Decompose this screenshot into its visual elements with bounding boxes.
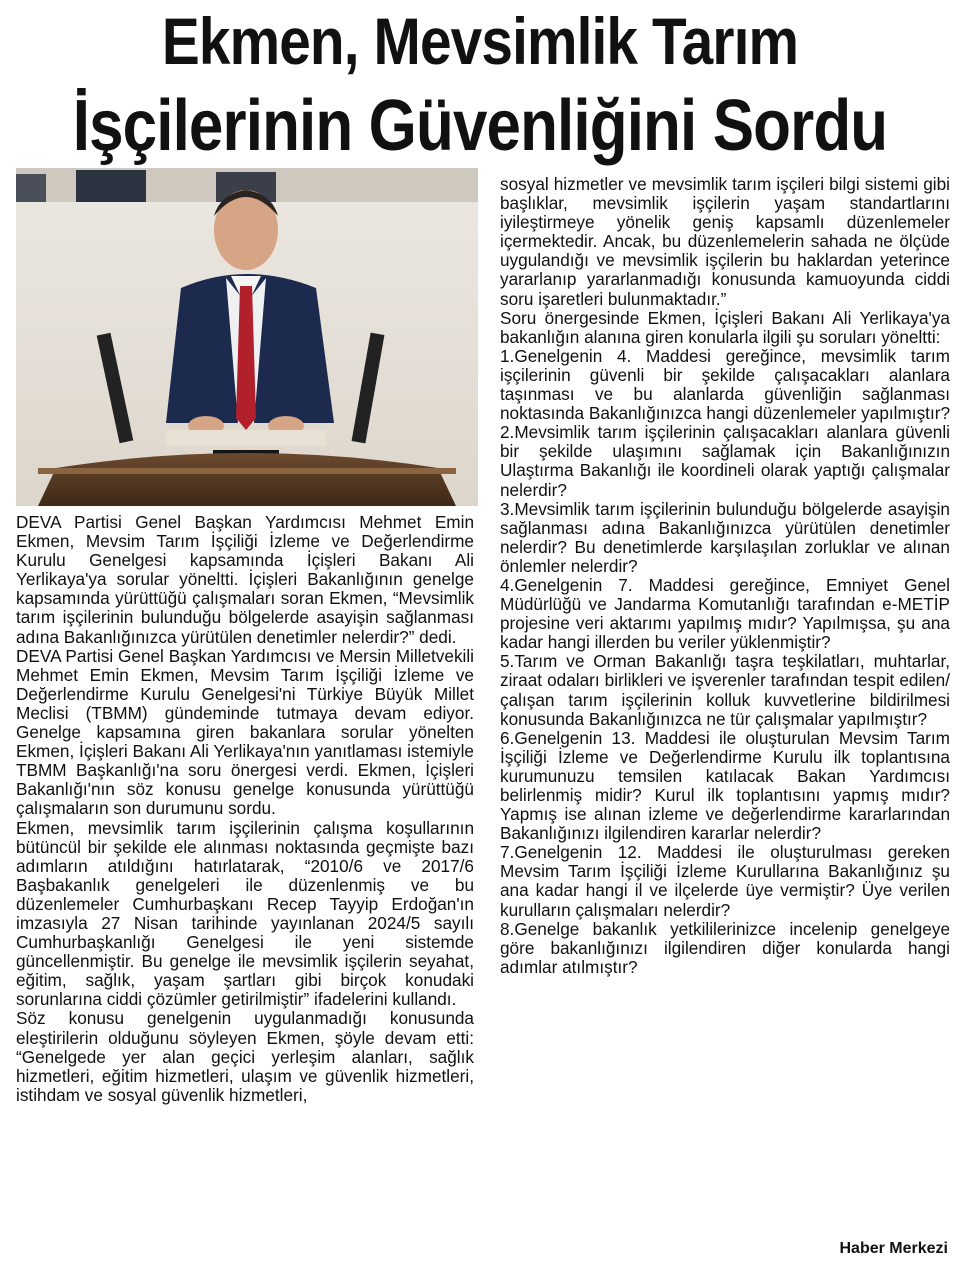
headline-line-1: Ekmen, Mevsimlik Tarım [161, 4, 799, 78]
question-item: 8.Genelge bakanlık yetkililerinizce incelenip genelgeye göre bakanlığınızı ilgilendiren diğer konularda hangi adımlar atılmıştır? [500, 918, 950, 977]
paragraph: DEVA Partisi Genel Başkan Yardımcısı Mehmet Emin Ekmen, Mevsim Tarım İşçiliği İzleme ve Değerlendirme Kurulu Genelgesi kapsamında İçişleri Bakanı Ali Yerlikaya'ya sorular yöneltti. İçişleri Bakanlığının genelge kapsamında yürüttüğü çalışmaları soran Ekmen, “Mevsimlik tarım işçilerinin bulunduğu bölgelerde asayişin sağlanması adına Bakanlığınızca yürütülen denetimler nelerdir?” dedi. [16, 512, 474, 647]
paragraph: Ekmen, mevsimlik tarım işçilerinin çalışma koşullarının bütüncül bir şekilde ele alınması noktasında geçmişte bazı adımların atıldığını hatırlatarak, “2010/6 ve 2017/6 Başbakanlık genelgeleri ile düzenlenmiş ve bu düzenlemeler Cumhurbaşkanı Recep Tayyip Erdoğan'ın imzasıyla 27 Nisan tarihinde yayınlanan 2024/5 sayılı Cumhurbaşkanlığı Genelgesi ile yeni sistemde güncellenmiştir. Bu genelge ile mevsimlik işçilerin seyahat, eğitim, sağlık, yaşam şartları gibi birçok konudaki sorunlarına ciddi çözümler getirilmiştir” ifadelerini kullandı. [16, 817, 474, 1010]
article-photo [16, 168, 478, 506]
photo-illustration [16, 168, 478, 506]
question-item: 4.Genelgenin 7. Maddesi gereğince, Emniyet Genel Müdürlüğü ve Jandarma Komutanlığı tarafından e-METİP projesine veri aktarımı yapılmış mıdır? Yapılmışsa, şu ana kadar hangi illerden bu veriler yüklenmiştir? [500, 574, 950, 653]
question-item: 7.Genelgenin 12. Maddesi ile oluşturulması gereken Mevsim Tarım İşçiliği İzleme Kurullarına Bakanlığınız şu ana kadar hangi il ve ilçelerde üye vermiştir? Üye verilen kurulların çalışmaları nelerdir? [500, 842, 950, 920]
question-item: 6.Genelgenin 13. Maddesi ile oluşturulan Mevsim Tarım İşçiliği İzleme ve Değerlendirme Kurulu ilk toplantısına kurumunuzu temsilen katılacak Bakan Yardımcısı belirlenmiş midir? Kurul ilk toplantısını yapmış mıdır? Yapmış ise alınan izleme ve değerlendirme kararlarından Bakanlığınızı ilgilendiren kararlar nelerdir? [500, 727, 950, 844]
question-item: 5.Tarım ve Orman Bakanlığı taşra teşkilatları, muhtarlar, ziraat odaları birlikleri ve işverenler tarafından tespit edilen/çalışan tarım işçilerinin kolluk kuvvetlerine bildirilmesi konusunda Bakanlığınızca ne tür çalışmalar yapılmıştır? [500, 651, 950, 729]
paragraph: sosyal hizmetler ve mevsimlik tarım işçileri bilgi sistemi gibi başlıklar, mevsimlik işçilerin yaşam standartlarını iyileştirmeye yönelik geniş kapsamlı düzenlemeler içermektedir. Ancak, bu düzenlemelerin sahada ne ölçüde uygulandığı ve mevsimlik işçilerin bu haklardan yeterince yararlanıp yararlanmadığı konusunda kamuoyunda ciddi soru işaretleri bulunmaktadır.” [500, 174, 950, 309]
paragraph: DEVA Partisi Genel Başkan Yardımcısı ve Mersin Milletvekili Mehmet Emin Ekmen, Mevsim Tarım İşçiliği İzleme ve Değerlendirme Kurulu Genelgesi'ni Türkiye Büyük Millet Meclisi (TBMM) gündeminde tutmaya devam ediyor. Genelge kapsamına giren bakanlara sorular yönelten Ekmen, İçişleri Bakanı Ali Yerlikaya'nın yanıtlaması istemiyle TBMM Başkanlığı'na soru önergesi verdi. Ekmen, İçişleri Bakanlığı'nın söz konusu genelge konusunda yürüttüğü çalışmaların son durumunu sordu. [16, 645, 474, 819]
question-item: 3.Mevsimlik tarım işçilerinin bulunduğu bölgelerde asayişin sağlanması adına Bakanlığınızca yürütülen denetimler nelerdir? Bu denetimlerde karşılaşılan zorluklar ve alınan önlemler nelerdir? [500, 498, 950, 576]
byline: Haber Merkezi [839, 1240, 948, 1257]
question-item: 1.Genelgenin 4. Maddesi gereğince, mevsimlik tarım işçilerinin güvenli bir şekilde çalışacakları alanlara taşınması ve bu alanlarda güvenliğin sağlanması noktasında Bakanlığınızca hangi düzenlemeler yapılmıştır? [500, 345, 950, 424]
right-column [500, 175, 950, 977]
question-item: 2.Mevsimlik tarım işçilerinin çalışacakları alanlara güvenli bir şekilde ulaşımını sağlamak için Bakanlığınızın Ulaştırma Bakanlığı ile koordineli olarak yaptığı çalışmalar nelerdir? [500, 422, 950, 500]
headline-line-2: İşçilerinin Güvenliğini Sordu [72, 86, 888, 166]
paragraph: Soru önergesinde Ekmen, İçişleri Bakanı Ali Yerlikaya'ya bakanlığın alanına giren konularla ilgili şu soruları yöneltti: [500, 307, 950, 347]
left-column [16, 513, 474, 1105]
paragraph: Söz konusu genelgenin uygulanmadığı konusunda eleştirilerin olduğunu söyleyen Ekmen, şöyle devam etti: “Genelgede yer alan geçici yerleşim alanları, sağlık hizmetleri, eğitim hizmetleri, ulaşım ve güvenlik hizmetleri, istihdam ve sosyal güvenlik hizmetleri, [16, 1008, 474, 1105]
